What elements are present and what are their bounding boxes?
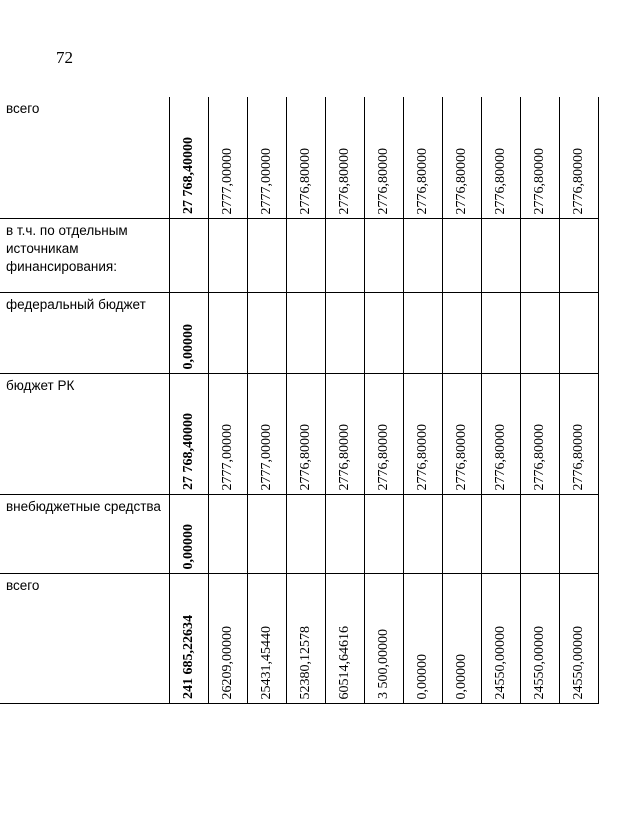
year-value-cell bbox=[482, 97, 521, 219]
year-value: 2776,80000 bbox=[571, 423, 586, 490]
year-value-cell bbox=[365, 574, 404, 704]
table-row bbox=[0, 97, 599, 219]
year-value-cell bbox=[404, 293, 443, 374]
row-total-cell bbox=[170, 374, 209, 495]
year-value: 60514,64616 bbox=[337, 625, 352, 699]
year-value-cell bbox=[287, 574, 326, 704]
year-value-cell bbox=[560, 219, 599, 293]
year-value-cell bbox=[209, 97, 248, 219]
row-total-cell bbox=[170, 97, 209, 219]
year-value: 2776,80000 bbox=[337, 147, 352, 214]
table-row bbox=[0, 293, 599, 374]
year-value-cell bbox=[443, 495, 482, 574]
year-value: 2777,00000 bbox=[259, 423, 274, 490]
year-value-cell bbox=[521, 293, 560, 374]
year-value-cell bbox=[326, 293, 365, 374]
year-value-cell bbox=[248, 374, 287, 495]
year-value-cell bbox=[404, 219, 443, 293]
budget-table bbox=[0, 97, 599, 704]
year-value-cell bbox=[443, 219, 482, 293]
year-value-cell bbox=[209, 374, 248, 495]
year-value: 2776,80000 bbox=[298, 423, 313, 490]
page-number: 72 bbox=[56, 48, 73, 67]
year-value-cell bbox=[443, 293, 482, 374]
year-value-cell bbox=[248, 293, 287, 374]
row-total-cell bbox=[170, 574, 209, 704]
row-total-value: 0,00000 bbox=[181, 523, 196, 569]
year-value-cell bbox=[482, 219, 521, 293]
year-value-cell bbox=[326, 495, 365, 574]
year-value: 2776,80000 bbox=[571, 147, 586, 214]
year-value-cell bbox=[326, 574, 365, 704]
year-value: 52380,12578 bbox=[298, 625, 313, 699]
row-label: в т.ч. по отдельным источникам финансирования: bbox=[0, 219, 170, 293]
year-value: 2776,80000 bbox=[415, 423, 430, 490]
year-value: 2776,80000 bbox=[337, 423, 352, 490]
year-value-cell bbox=[560, 574, 599, 704]
year-value-cell bbox=[365, 219, 404, 293]
year-value: 2776,80000 bbox=[532, 423, 547, 490]
year-value-cell bbox=[560, 293, 599, 374]
year-value: 26209,00000 bbox=[220, 625, 235, 699]
row-label: федеральный бюджет bbox=[0, 293, 170, 374]
year-value-cell bbox=[248, 574, 287, 704]
year-value-cell bbox=[443, 574, 482, 704]
year-value: 2776,80000 bbox=[415, 147, 430, 214]
year-value-cell bbox=[287, 495, 326, 574]
year-value-cell bbox=[287, 219, 326, 293]
year-value: 2776,80000 bbox=[376, 147, 391, 214]
year-value-cell bbox=[365, 374, 404, 495]
year-value-cell bbox=[404, 574, 443, 704]
year-value: 2776,80000 bbox=[493, 423, 508, 490]
year-value-cell bbox=[443, 374, 482, 495]
row-total-cell bbox=[170, 495, 209, 574]
year-value: 0,00000 bbox=[454, 653, 469, 699]
year-value-cell bbox=[248, 219, 287, 293]
year-value-cell bbox=[521, 219, 560, 293]
row-total-value: 27 768,40000 bbox=[181, 137, 196, 214]
year-value: 25431,45440 bbox=[259, 625, 274, 699]
year-value-cell bbox=[521, 574, 560, 704]
table-row bbox=[0, 374, 599, 495]
year-value-cell bbox=[287, 97, 326, 219]
year-value-cell bbox=[326, 219, 365, 293]
table-row bbox=[0, 495, 599, 574]
year-value: 2776,80000 bbox=[454, 423, 469, 490]
year-value-cell bbox=[404, 97, 443, 219]
row-label: внебюджетные средства bbox=[0, 495, 170, 574]
year-value-cell bbox=[326, 374, 365, 495]
year-value: 2776,80000 bbox=[454, 147, 469, 214]
year-value-cell bbox=[287, 374, 326, 495]
year-value-cell bbox=[248, 97, 287, 219]
row-total-value: 0,00000 bbox=[181, 323, 196, 369]
year-value-cell bbox=[209, 293, 248, 374]
year-value: 2776,80000 bbox=[532, 147, 547, 214]
year-value-cell bbox=[443, 97, 482, 219]
row-total-value: 241 685,22634 bbox=[181, 615, 196, 699]
year-value-cell bbox=[521, 97, 560, 219]
row-label: всего bbox=[0, 574, 170, 704]
year-value: 24550,00000 bbox=[532, 625, 547, 699]
year-value: 24550,00000 bbox=[571, 625, 586, 699]
table-row bbox=[0, 219, 599, 293]
year-value: 0,00000 bbox=[415, 653, 430, 699]
year-value: 2777,00000 bbox=[220, 147, 235, 214]
year-value: 2776,80000 bbox=[493, 147, 508, 214]
year-value-cell bbox=[287, 293, 326, 374]
year-value-cell bbox=[326, 97, 365, 219]
year-value-cell bbox=[248, 495, 287, 574]
year-value: 2776,80000 bbox=[376, 423, 391, 490]
year-value-cell bbox=[209, 219, 248, 293]
year-value-cell bbox=[482, 495, 521, 574]
year-value-cell bbox=[482, 374, 521, 495]
year-value-cell bbox=[365, 495, 404, 574]
year-value-cell bbox=[521, 374, 560, 495]
year-value-cell bbox=[482, 574, 521, 704]
year-value-cell bbox=[521, 495, 560, 574]
row-total-value: 27 768,40000 bbox=[181, 413, 196, 490]
year-value-cell bbox=[209, 495, 248, 574]
year-value-cell bbox=[365, 293, 404, 374]
year-value: 2777,00000 bbox=[220, 423, 235, 490]
row-label: бюджет РК bbox=[0, 374, 170, 495]
year-value-cell bbox=[404, 495, 443, 574]
year-value-cell bbox=[560, 374, 599, 495]
year-value: 2776,80000 bbox=[298, 147, 313, 214]
year-value: 2777,00000 bbox=[259, 147, 274, 214]
year-value-cell bbox=[560, 495, 599, 574]
year-value-cell bbox=[209, 574, 248, 704]
row-total-cell bbox=[170, 219, 209, 293]
row-total-cell bbox=[170, 293, 209, 374]
year-value-cell bbox=[482, 293, 521, 374]
table-row bbox=[0, 574, 599, 704]
year-value-cell bbox=[365, 97, 404, 219]
row-label: всего bbox=[0, 97, 170, 219]
year-value-cell bbox=[560, 97, 599, 219]
year-value: 3 500,00000 bbox=[376, 629, 391, 699]
year-value: 24550,00000 bbox=[493, 625, 508, 699]
year-value-cell bbox=[404, 374, 443, 495]
